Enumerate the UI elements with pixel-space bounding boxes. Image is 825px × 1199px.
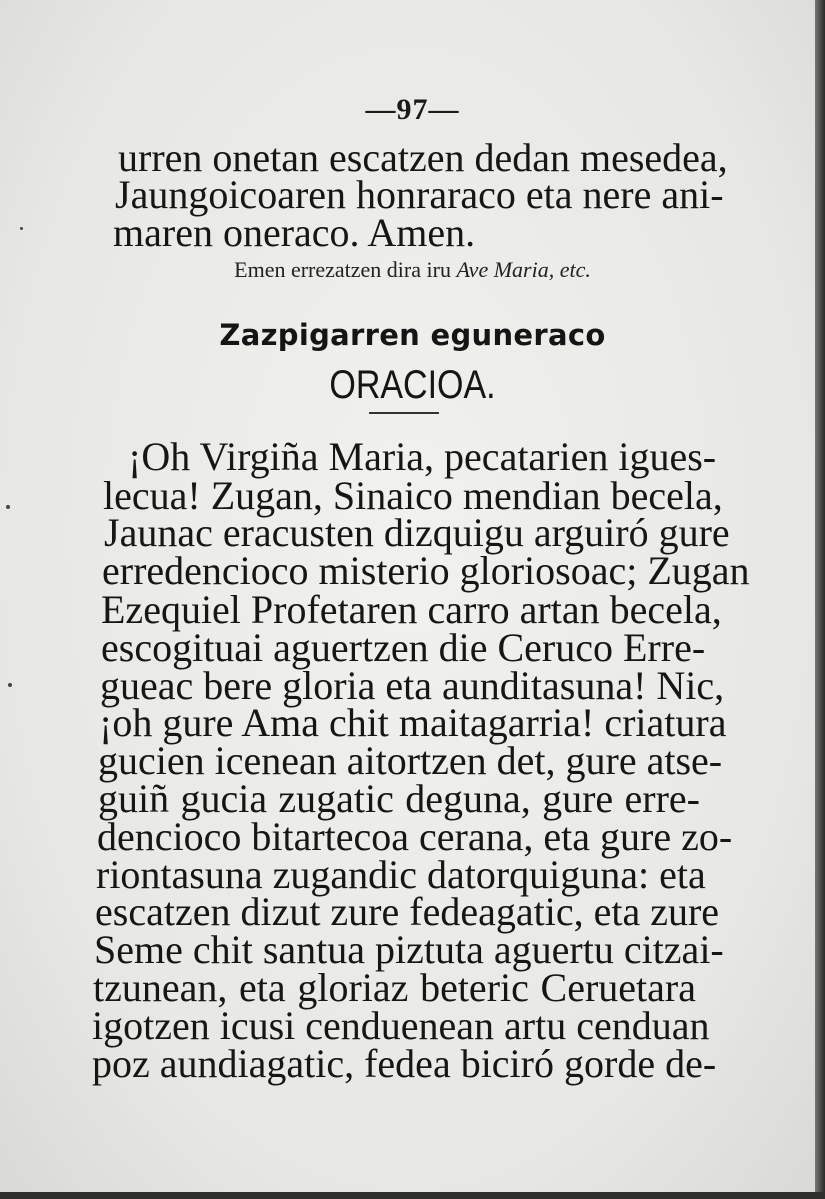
intro-line: Jaungoicoaren honraraco eta nere ani- — [115, 172, 724, 217]
body-line: escogituai aguertzen die Ceruco Erre- — [101, 625, 706, 670]
section-title: Zazpigarren eguneraco — [219, 318, 606, 352]
body-line: Ezequiel Profetaren carro artan becela, — [101, 587, 722, 632]
body-line: lecua! Zugan, Sinaico mendian becela, — [103, 473, 723, 518]
body-line: gucien icenean aitortzen det, gure atse- — [98, 738, 723, 783]
body-line: tzunean, eta gloriaz beteric Ceruetara — [93, 965, 696, 1010]
rubric-italic: Ave Maria, etc. — [456, 257, 591, 282]
rubric-text: Emen errezatzen dira iru — [234, 257, 451, 282]
body-line: ¡oh gure Ama chit maitagarria! criatura — [99, 700, 727, 745]
intro-line: maren oneraco. Amen. — [113, 210, 476, 255]
body-line: igotzen icusi cenduenean artu cenduan — [92, 1003, 710, 1048]
intro-line: urren onetan escatzen dedan mesedea, — [118, 135, 728, 180]
body-line: dencioco bitartecoa cerana, eta gure zo- — [97, 814, 733, 859]
body-line: riontasuna zugandic datorquiguna: eta — [96, 852, 706, 897]
body-line: gueac bere gloria eta aunditasuna! Nic, — [100, 663, 725, 708]
rubric — [0, 257, 815, 283]
page-edge-shadow — [815, 0, 825, 1199]
ink-speck — [20, 227, 23, 230]
page-bottom-shadow — [0, 1192, 825, 1199]
body-line: ¡Oh Virgiña Maria, pecatarien igues- — [128, 434, 717, 479]
body-line: Jaunac eracusten dizquigu arguiró gure — [104, 510, 730, 555]
body-line: escatzen dizut zure fedeagatic, eta zure — [95, 889, 720, 934]
ink-speck — [6, 505, 10, 509]
body-line: guiñ gucia zugatic deguna, gure erre- — [98, 776, 700, 821]
prayer-title: ORACIOA. — [329, 363, 496, 407]
title-divider — [369, 412, 439, 414]
body-line: erredencioco misterio gloriosoac; Zugan — [102, 548, 750, 593]
page-number: —97— — [365, 93, 460, 126]
body-line: Seme chit santua piztuta aguertu citzai- — [94, 927, 724, 972]
body-line: poz aundiagatic, fedea biciró gorde de- — [92, 1041, 717, 1086]
ink-speck — [8, 683, 12, 687]
